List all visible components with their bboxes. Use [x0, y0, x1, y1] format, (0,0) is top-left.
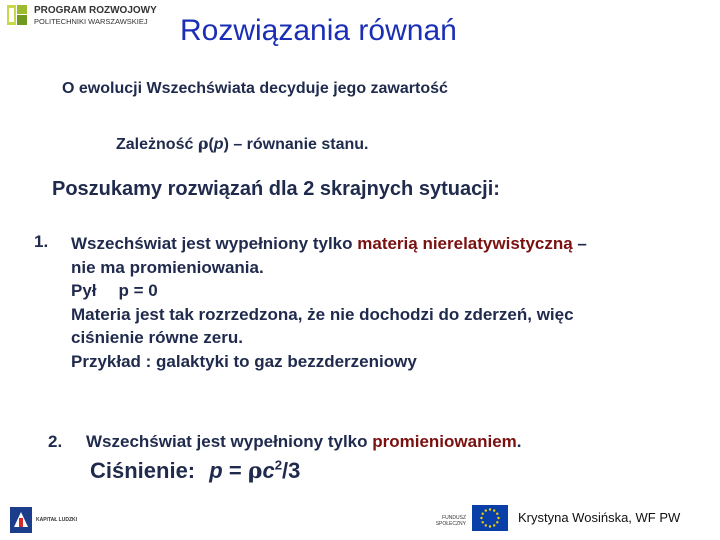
pressure-rho: ρ — [247, 458, 263, 484]
pressure-eq: = — [222, 458, 248, 483]
fundusz-spoleczny-label — [414, 505, 480, 535]
logo-text-line2: POLITECHNIKI WARSZAWSKIEJ — [34, 17, 148, 26]
dep-p: p — [213, 136, 224, 153]
item1-dust-label: Pył — [71, 281, 97, 300]
pressure-label: Ciśnienie: — [90, 458, 196, 483]
eu-flag — [472, 505, 508, 533]
item1-line5: ciśnienie równe zeru. — [71, 328, 243, 347]
pw-logo-icon — [6, 4, 28, 26]
program-rozwojowy-logo — [6, 4, 166, 30]
search-heading: Poszukamy rozwiązań dla 2 skrajnych sytuacji: — [52, 178, 500, 200]
author-credit: Krystyna Wosińska, WF PW — [518, 510, 681, 525]
item2-text-a: Wszechświat jest wypełniony tylko — [86, 432, 373, 451]
radiation-pressure-equation — [90, 458, 300, 484]
slide-title: Rozwiązania równań — [180, 14, 457, 47]
item1-line1-c: – — [572, 234, 587, 253]
item1-line3 — [71, 279, 711, 303]
item2-highlight: promieniowaniem — [372, 432, 517, 451]
item1-line2: nie ma promieniowania. — [71, 257, 264, 277]
item1-line4: Materia jest tak rozrzedzona, że nie dochodzi do zderzeń, więc — [71, 304, 574, 324]
dep-paren: ( — [208, 136, 214, 153]
item1-highlight: materią nierelatywistyczną — [357, 234, 573, 253]
equation-of-state-line — [116, 134, 368, 154]
item1-line6: Przykład : galaktyki to gaz bezzderzeniowy — [71, 351, 417, 371]
dep-suffix: ) – równanie stanu. — [223, 136, 369, 153]
rho-symbol: ρ — [197, 134, 209, 153]
kapital-ludzki-logo — [10, 507, 80, 533]
item1-line1-a: Wszechświat jest wypełniony tylko — [71, 234, 358, 253]
intro-text: O ewolucji Wszechświata decyduje jego zawartość — [62, 80, 448, 97]
item2-number: 2. — [48, 432, 63, 451]
pressure-exponent: 2 — [274, 457, 283, 473]
dep-prefix: Zależność — [116, 136, 198, 153]
item1-line1 — [71, 232, 711, 256]
pressure-div: /3 — [282, 458, 301, 483]
kapital-ludzki-icon — [10, 507, 32, 533]
item1-number: 1. — [34, 232, 49, 251]
item1-dust-equation: p = 0 — [118, 281, 158, 300]
logo-text-line1: PROGRAM ROZWOJOWY — [34, 5, 157, 16]
item1-block — [71, 232, 711, 373]
fs-label: FUNDUSZ SPOŁECZNY — [435, 515, 466, 527]
pressure-p: p — [209, 458, 223, 483]
eu-flag-icon — [472, 505, 508, 531]
item2-text-c: . — [516, 432, 522, 451]
pressure-c: c — [262, 458, 275, 483]
item2-text — [86, 432, 522, 452]
kl-label: KAPITAŁ LUDZKI — [36, 517, 78, 523]
